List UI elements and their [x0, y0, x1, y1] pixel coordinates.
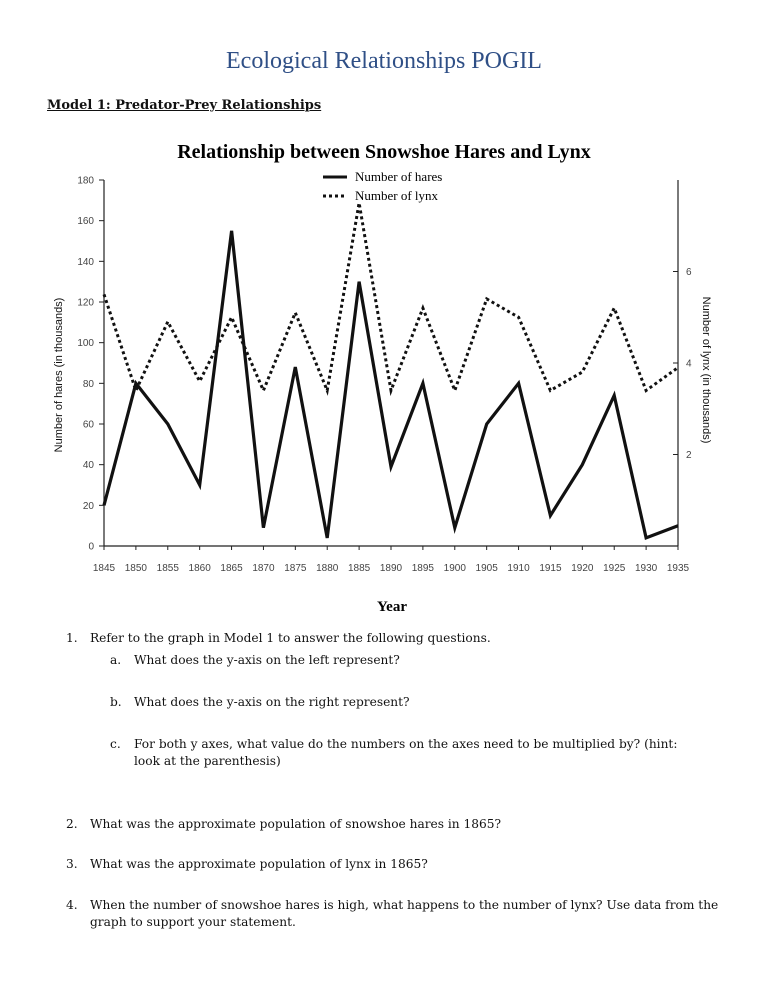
y-left-tick-label: 60 — [82, 419, 94, 431]
question-text: What was the approximate population of lynx in 1865? — [90, 857, 428, 871]
x-tick-label: 1880 — [316, 563, 339, 574]
legend-hares-label: Number of hares — [355, 169, 443, 184]
legend-lynx-label: Number of lynx — [355, 188, 439, 203]
x-tick-label: 1860 — [188, 563, 211, 574]
x-tick-label: 1845 — [92, 563, 116, 574]
legend — [323, 169, 442, 203]
y-left-tick-label: 180 — [77, 175, 94, 187]
x-tick-label: 1885 — [347, 563, 371, 574]
x-tick-label: 1850 — [124, 563, 148, 574]
ticks-layer — [77, 176, 692, 575]
sub-question-text: For both y axes, what value do the numbers on the axes need to be multiplied by? (hint: look at the parenthesis) — [134, 737, 678, 768]
y-left-tick-label: 140 — [77, 256, 94, 268]
sub-question-letter: c. — [110, 737, 121, 751]
x-tick-label: 1930 — [634, 563, 658, 574]
chart-title: Relationship between Snowshoe Hares and Lynx — [177, 141, 591, 163]
y-left-tick-label: 120 — [77, 297, 94, 309]
sub-question-letter: a. — [110, 653, 122, 667]
y-left-tick-label: 80 — [82, 378, 94, 390]
y-left-tick-label: 100 — [77, 338, 94, 350]
x-tick-label: 1875 — [284, 563, 307, 574]
x-tick-label: 1925 — [603, 563, 626, 574]
question-number: 3. — [66, 857, 78, 871]
question-number: 4. — [66, 898, 78, 912]
question-number: 2. — [66, 817, 78, 831]
question-text: What was the approximate population of snowshoe hares in 1865? — [90, 817, 502, 831]
y-left-tick-label: 40 — [82, 460, 94, 472]
x-tick-label: 1865 — [220, 563, 243, 574]
x-tick-label: 1855 — [156, 563, 179, 574]
x-tick-label: 1920 — [571, 563, 594, 574]
sub-question-text: What does the y-axis on the right represent? — [134, 695, 410, 709]
question-text: When the number of snowshoe hares is high, what happens to the number of lynx? Use data from the graph to support your statement. — [90, 898, 719, 929]
series-layer — [104, 203, 678, 538]
sub-question-letter: b. — [110, 695, 122, 709]
y-right-tick-label: 2 — [686, 450, 692, 461]
x-axis-label: Year — [377, 599, 407, 615]
question-number: 1. — [66, 631, 78, 645]
y-left-tick-label: 160 — [77, 216, 94, 228]
y-left-tick-label: 0 — [88, 541, 94, 553]
sub-question-text: What does the y-axis on the left represent? — [134, 653, 400, 667]
x-tick-label: 1890 — [379, 563, 403, 574]
x-tick-label: 1935 — [666, 563, 690, 574]
x-tick-label: 1895 — [411, 563, 435, 574]
y-right-tick-label: 4 — [686, 358, 692, 370]
model-heading: Model 1: Predator-Prey Relationships — [47, 98, 322, 113]
x-tick-label: 1915 — [539, 563, 562, 574]
document-title: Ecological Relationships POGIL — [226, 48, 542, 74]
x-tick-label: 1870 — [252, 563, 275, 574]
x-tick-label: 1910 — [507, 563, 530, 574]
y-axis-left-label: Number of hares (in thousands) — [53, 297, 65, 453]
x-tick-label: 1905 — [475, 563, 498, 574]
lynx-series-line — [104, 203, 678, 391]
y-right-tick-label: 6 — [686, 267, 692, 278]
x-tick-label: 1900 — [443, 563, 466, 574]
question-text: Refer to the graph in Model 1 to answer the following questions. — [90, 631, 491, 645]
y-axis-right-label: Number of lynx (in thousands) — [700, 296, 712, 444]
y-left-tick-label: 20 — [82, 500, 94, 512]
